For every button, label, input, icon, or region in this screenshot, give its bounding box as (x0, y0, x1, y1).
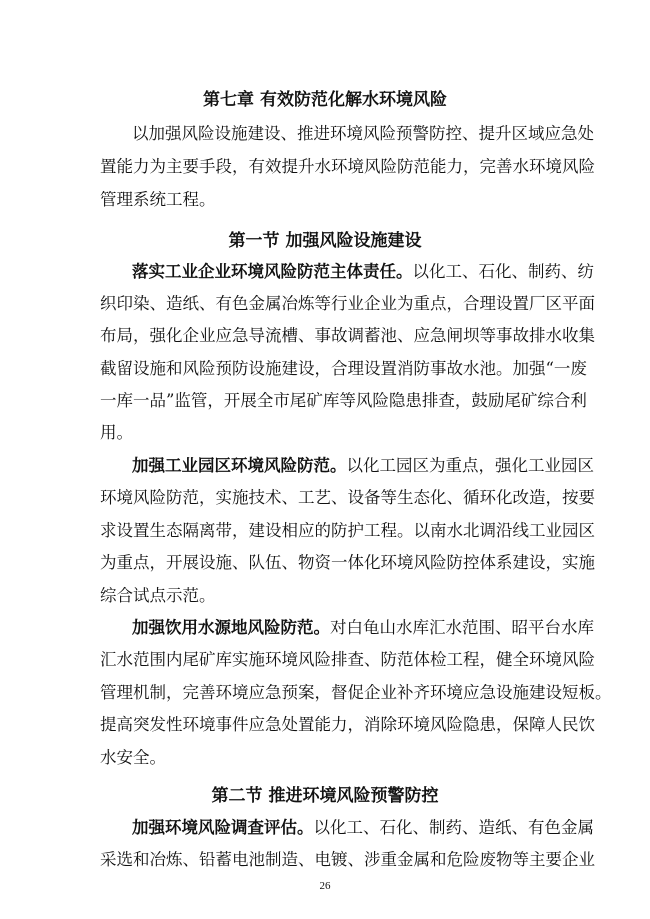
paragraph-line: 求设置生态隔离带，建设相应的防护工程。以南水北调沿线工业园区 (100, 521, 595, 540)
paragraph-line (132, 261, 594, 283)
paragraph-line: 水安全。 (100, 748, 166, 767)
paragraph-line: 为重点，开展设施、队伍、物资一体化环境风险防控体系建设，实施 (100, 553, 595, 572)
paragraph-line: 用。 (100, 423, 133, 442)
paragraph-line: 布局，强化企业应急导流槽、事故调蓄池、应急闸坝等事故排水收集 (100, 326, 595, 345)
paragraph-line: 一库一品”监管，开展全市尾矿库等风险隐患排查，鼓励尾矿综合利 (100, 391, 587, 410)
paragraph-lead: 加强饮用水源地风险防范。 (132, 618, 330, 637)
paragraph-line: 置能力为主要手段，有效提升水环境风险防范能力，完善水环境风险 (100, 157, 595, 176)
paragraph-line: 以加强风险设施建设、推进环境风险预警防控、提升区域应急处 (132, 124, 594, 143)
paragraph-line: 织印染、造纸、有色金属冶炼等行业企业为重点，合理设置厂区平面 (100, 294, 595, 313)
chapter-title: 第七章 有效防范化解水环境风险 (203, 90, 447, 110)
paragraph-line: 截留设施和风险预防设施建设，合理设置消防事故水池。加强“一废 (100, 359, 587, 378)
paragraph-line: 管理系统工程。 (100, 190, 216, 209)
paragraph-text: 以化工园区为重点，强化工业园区 (346, 456, 594, 475)
paragraph-line: 综合试点示范。 (100, 586, 216, 605)
paragraph-line: 采选和冶炼、铅蓄电池制造、电镀、涉重金属和危险废物等主要企业 (100, 850, 595, 869)
paragraph-text: 以化工、石化、制药、造纸、有色金属 (313, 818, 594, 837)
paragraph-line: 环境风险防范，实施技术、工艺、设备等生态化、循环化改造，按要 (100, 488, 595, 507)
paragraph-text: 以化工、石化、制药、纺 (412, 262, 594, 281)
paragraph-line (132, 455, 594, 477)
paragraph-line: 管理机制，完善环境应急预案，督促企业补齐环境应急设施建设短板。 (100, 683, 612, 702)
paragraph-line (132, 617, 594, 639)
section-title: 第一节 加强风险设施建设 (228, 231, 422, 251)
paragraph-lead: 加强环境风险调查评估。 (132, 818, 314, 837)
page-number: 26 (319, 880, 331, 892)
paragraph-lead: 落实工业企业环境风险防范主体责任。 (132, 262, 413, 281)
paragraph-line: 汇水范围内尾矿库实施环境风险排查、防范体检工程，健全环境风险 (100, 650, 595, 669)
paragraph-line (132, 817, 594, 839)
section-title: 第二节 推进环境风险预警防控 (211, 786, 439, 806)
paragraph-line: 提高突发性环境事件应急处置能力，消除环境风险隐患，保障人民饮 (100, 715, 595, 734)
paragraph-lead: 加强工业园区环境风险防范。 (132, 456, 347, 475)
paragraph-text: 对白龟山水库汇水范围、昭平台水库 (330, 618, 594, 637)
